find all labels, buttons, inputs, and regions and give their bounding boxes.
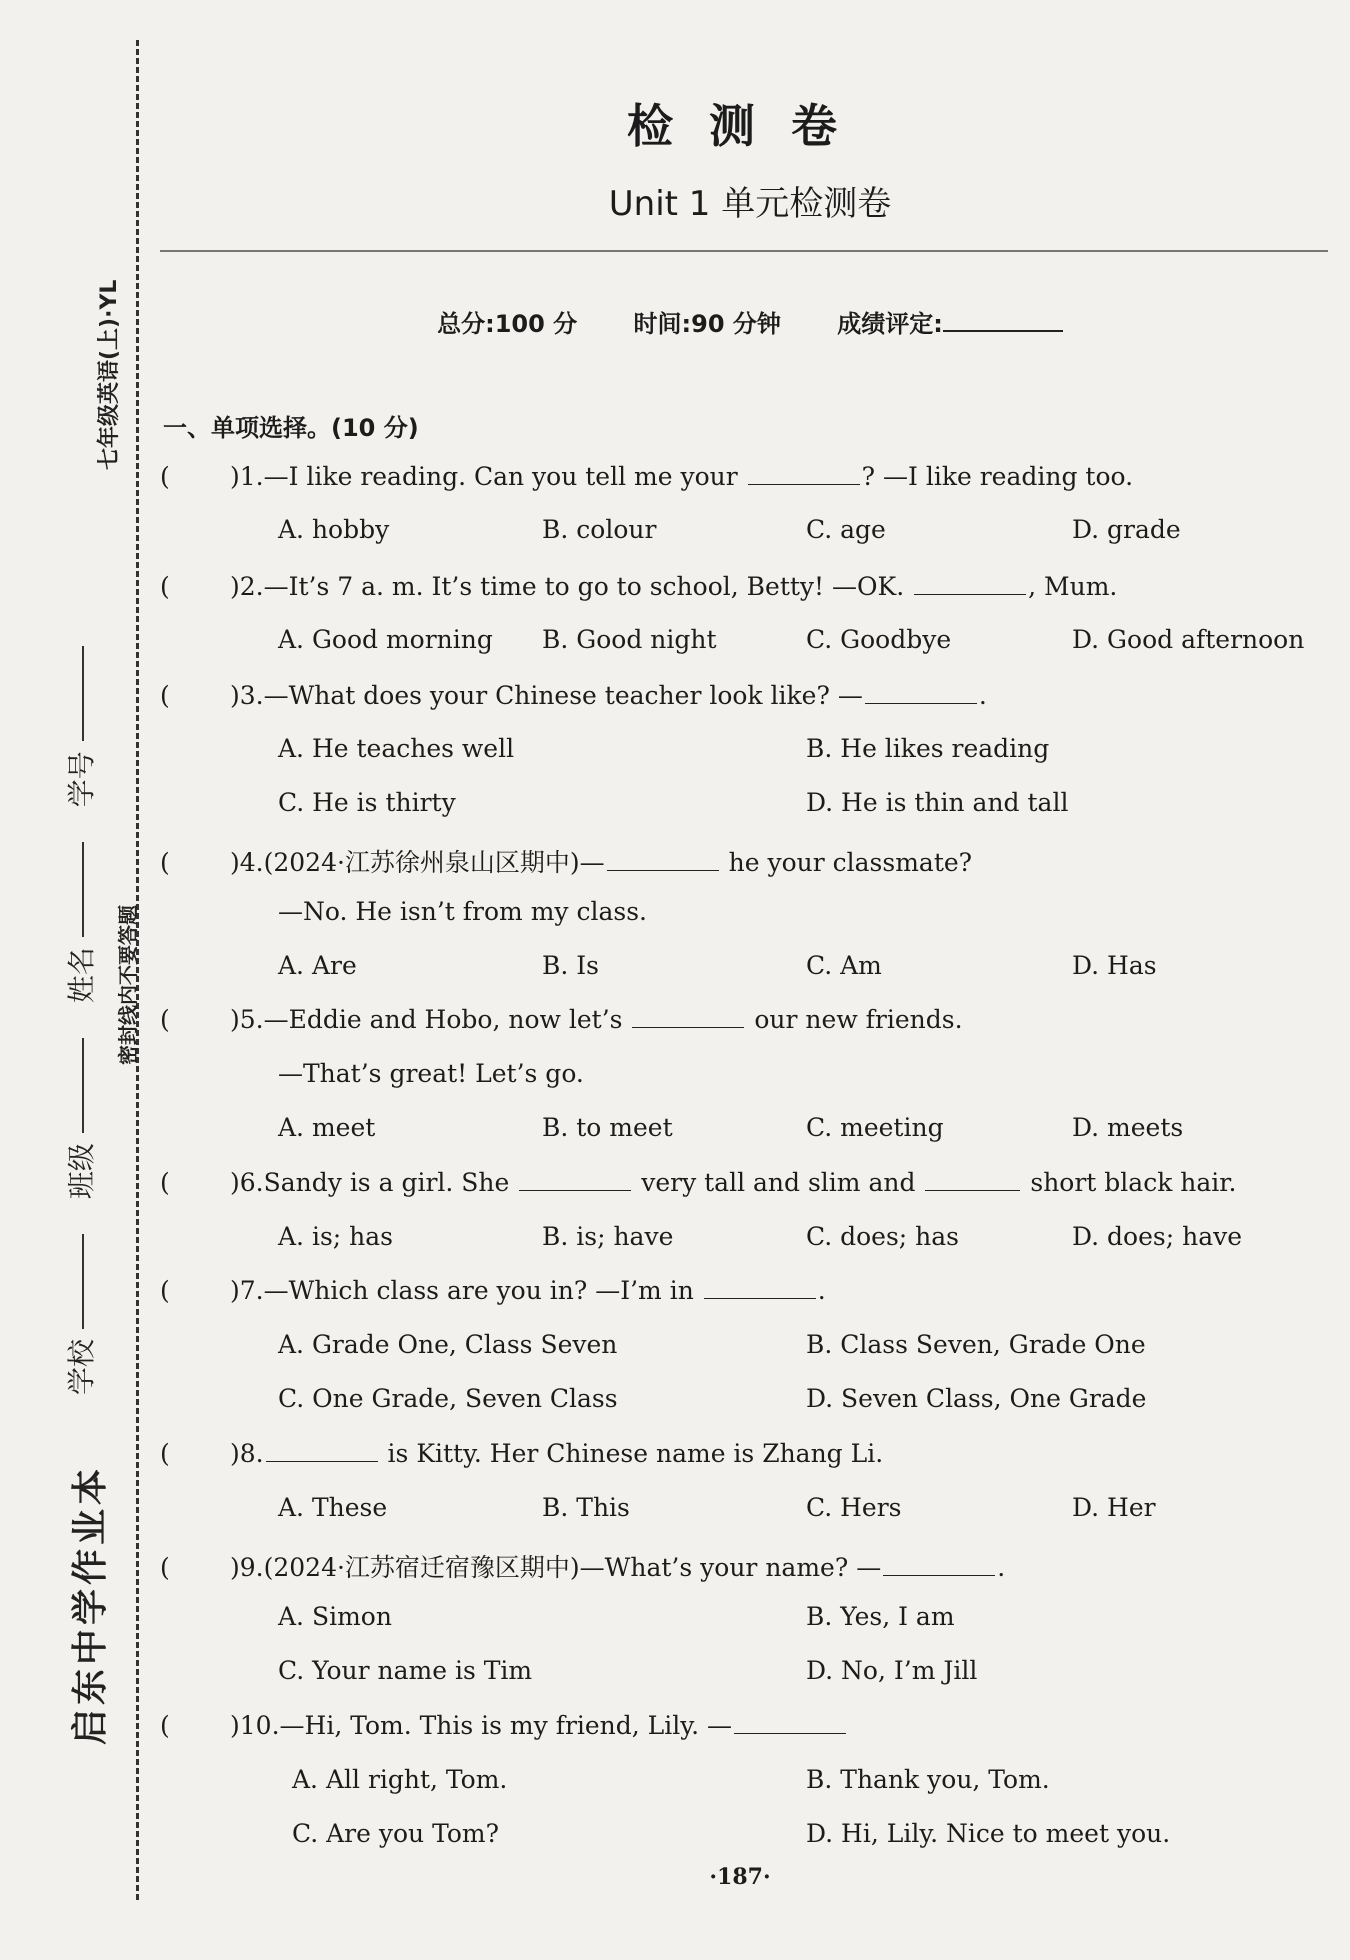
question-5: ( )5.—Eddie and Hobo, now let’s our new friends. bbox=[160, 1005, 963, 1034]
page-title: 检测卷 bbox=[627, 99, 873, 153]
answer-blank[interactable] bbox=[519, 1189, 631, 1191]
option[interactable]: C. Your name is Tim bbox=[278, 1656, 533, 1685]
option[interactable]: D. grade bbox=[1072, 515, 1181, 544]
option[interactable]: A. Are bbox=[278, 951, 357, 980]
student-info-fields bbox=[60, 620, 100, 1395]
seal-warning: 密封线内不要答题 bbox=[116, 905, 140, 1065]
option[interactable]: C. age bbox=[806, 515, 886, 544]
question-4-line2: —No. He isn’t from my class. bbox=[278, 897, 647, 926]
grade-eval[interactable]: 成绩评定: bbox=[837, 310, 1063, 338]
option[interactable]: A. hobby bbox=[278, 515, 390, 544]
option[interactable]: D. Seven Class, One Grade bbox=[806, 1384, 1147, 1413]
option[interactable]: C. Am bbox=[806, 951, 882, 980]
option[interactable]: D. does; have bbox=[1072, 1222, 1243, 1251]
option[interactable]: B. He likes reading bbox=[806, 734, 1050, 763]
option[interactable]: C. meeting bbox=[806, 1113, 944, 1142]
option[interactable]: C. Hers bbox=[806, 1493, 902, 1522]
exam-meta bbox=[160, 304, 1340, 339]
school-field[interactable]: 学校 bbox=[65, 1234, 98, 1395]
option[interactable]: B. Class Seven, Grade One bbox=[806, 1330, 1146, 1359]
class-field[interactable]: 班级 bbox=[65, 1038, 98, 1199]
answer-blank[interactable] bbox=[925, 1189, 1020, 1191]
answer-blank[interactable] bbox=[865, 702, 977, 704]
option[interactable]: A. Grade One, Class Seven bbox=[278, 1330, 618, 1359]
option[interactable]: C. does; has bbox=[806, 1222, 960, 1251]
total-score: 总分:100 分 bbox=[437, 310, 578, 338]
option[interactable]: B. is; have bbox=[542, 1222, 674, 1251]
answer-blank[interactable] bbox=[914, 593, 1026, 595]
option[interactable]: B. Good night bbox=[542, 625, 717, 654]
question-8: ( )8. is Kitty. Her Chinese name is Zhang Li. bbox=[160, 1439, 884, 1468]
answer-blank[interactable] bbox=[734, 1732, 846, 1734]
answer-blank[interactable] bbox=[266, 1460, 378, 1462]
option[interactable]: B. This bbox=[542, 1493, 630, 1522]
option[interactable]: A. Simon bbox=[278, 1602, 392, 1631]
section-title: 一、单项选择。(10 分) bbox=[163, 414, 419, 442]
option[interactable]: A. is; has bbox=[278, 1222, 393, 1251]
question-6: ( )6.Sandy is a girl. She very tall and slim and short black hair. bbox=[160, 1168, 1237, 1197]
binding-strip bbox=[0, 0, 150, 1960]
option[interactable]: B. to meet bbox=[542, 1113, 673, 1142]
option[interactable]: A. He teaches well bbox=[278, 734, 515, 763]
question-3: ( )3.—What does your Chinese teacher look like? — . bbox=[160, 681, 987, 710]
option[interactable]: D. Hi, Lily. Nice to meet you. bbox=[806, 1819, 1171, 1848]
answer-blank[interactable] bbox=[883, 1574, 995, 1576]
question-4: ( )4.(2024·江苏徐州泉山区期中)— he your classmate? bbox=[160, 848, 973, 877]
page-number: ·187· bbox=[709, 1864, 771, 1890]
option[interactable]: C. Goodbye bbox=[806, 625, 952, 654]
time-limit: 时间:90 分钟 bbox=[633, 310, 781, 338]
header-divider bbox=[160, 250, 1328, 252]
option[interactable]: C. Are you Tom? bbox=[292, 1819, 499, 1848]
option[interactable]: A. meet bbox=[278, 1113, 376, 1142]
option[interactable]: D. He is thin and tall bbox=[806, 788, 1069, 817]
option[interactable]: A. All right, Tom. bbox=[292, 1765, 508, 1794]
option[interactable]: D. meets bbox=[1072, 1113, 1184, 1142]
page-subtitle: Unit 1 单元检测卷 bbox=[608, 184, 892, 224]
question-5-line2: —That’s great! Let’s go. bbox=[278, 1059, 584, 1088]
option[interactable]: A. Good morning bbox=[278, 625, 493, 654]
answer-blank[interactable] bbox=[748, 483, 860, 485]
option[interactable]: D. Good afternoon bbox=[1072, 625, 1305, 654]
answer-blank[interactable] bbox=[607, 869, 719, 871]
question-7: ( )7.—Which class are you in? —I’m in . bbox=[160, 1276, 826, 1305]
option[interactable]: D. Her bbox=[1072, 1493, 1156, 1522]
option[interactable]: C. One Grade, Seven Class bbox=[278, 1384, 618, 1413]
name-field[interactable]: 姓名 bbox=[65, 842, 98, 1003]
question-9: ( )9.(2024·江苏宿迁宿豫区期中)—What’s your name? — . bbox=[160, 1553, 1006, 1582]
brand-label: 启东中学作业本 bbox=[70, 1464, 111, 1745]
student-id-field[interactable]: 学号 bbox=[65, 646, 98, 807]
option[interactable]: B. Thank you, Tom. bbox=[806, 1765, 1050, 1794]
option[interactable]: B. Is bbox=[542, 951, 599, 980]
option[interactable]: B. Yes, I am bbox=[806, 1602, 955, 1631]
option[interactable]: B. colour bbox=[542, 515, 657, 544]
grade-label: 七年级英语(上)·YL bbox=[97, 279, 122, 470]
option[interactable]: C. He is thirty bbox=[278, 788, 456, 817]
question-10: ( )10.—Hi, Tom. This is my friend, Lily. — bbox=[160, 1711, 1330, 1740]
answer-blank[interactable] bbox=[632, 1026, 744, 1028]
option[interactable]: A. These bbox=[278, 1493, 388, 1522]
option[interactable]: D. No, I’m Jill bbox=[806, 1656, 978, 1685]
option[interactable]: D. Has bbox=[1072, 951, 1157, 980]
question-1: ( )1.—I like reading. Can you tell me your ? —I like reading too. bbox=[160, 462, 1134, 491]
answer-blank[interactable] bbox=[704, 1297, 816, 1299]
question-2: ( )2.—It’s 7 a. m. It’s time to go to school, Betty! —OK. , Mum. bbox=[160, 572, 1118, 601]
